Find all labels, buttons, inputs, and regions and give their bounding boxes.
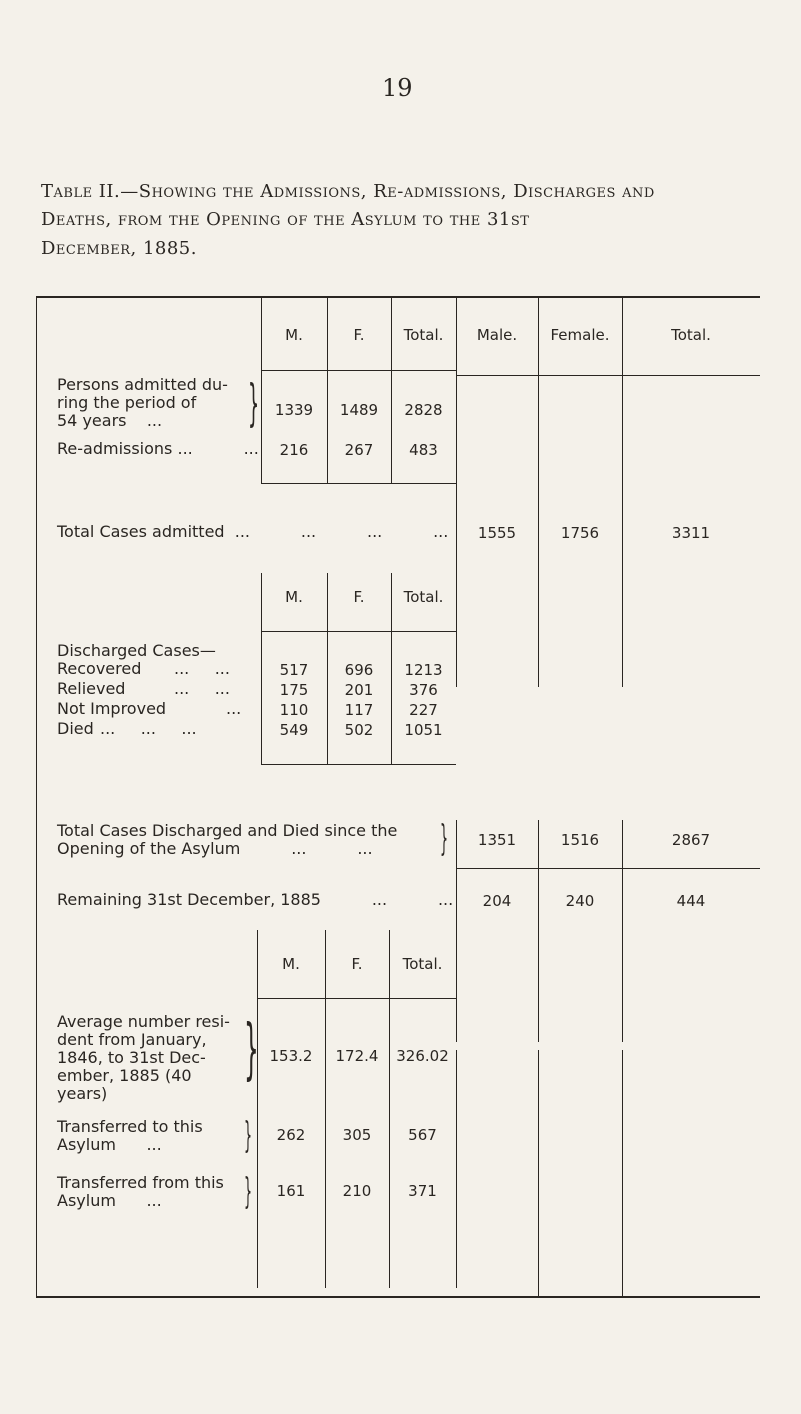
not-improved-label: Not Improved (57, 699, 167, 718)
table-bottom-rule (36, 1296, 760, 1298)
relieved-label: Relieved (57, 679, 126, 698)
transferred-from-label-2: Asylum ... (57, 1191, 162, 1210)
outer-col-divider-4 (456, 820, 457, 1042)
total-discharged-brace: } (440, 818, 449, 859)
persons-admitted-label-1: Persons admitted du- (57, 375, 228, 394)
outer-col-divider-7 (538, 1050, 539, 1296)
average-label-3: 1846, to 31st Dec- (57, 1048, 206, 1067)
inner2-bottom-rule (261, 764, 456, 765)
transferred-to-label-1: Transferred to this (57, 1117, 203, 1136)
total-admitted-male: 1555 (477, 524, 517, 542)
outer-col-divider-6 (622, 820, 623, 1042)
remaining-total: 444 (676, 892, 706, 910)
died-f: 502 (344, 721, 374, 739)
outer-header-rule (456, 375, 760, 376)
recovered-label: Recovered (57, 659, 142, 678)
total-admitted-female: 1756 (560, 524, 600, 542)
inner3-divider-3 (389, 930, 390, 1288)
transferred-to-m: 262 (276, 1126, 306, 1144)
recovered-f: 696 (344, 661, 374, 679)
average-label-5: years) (57, 1084, 108, 1103)
not-improved-total: 227 (409, 701, 438, 719)
died-dots: ... ... ... (100, 719, 197, 738)
inner1-header-m: M. (285, 326, 303, 344)
persons-total: 2828 (404, 401, 443, 419)
total-discharged-label-2: Opening of the Asylum ... ... (57, 839, 373, 858)
transferred-to-total: 567 (408, 1126, 437, 1144)
persons-f: 1489 (339, 401, 379, 419)
header-female: Female. (550, 326, 610, 344)
inner1-header-rule (261, 370, 456, 371)
inner2-header-m: M. (285, 588, 303, 606)
readmissions-f: 267 (344, 441, 374, 459)
recovered-total: 1213 (404, 661, 443, 679)
average-brace: } (244, 1010, 259, 1087)
transferred-to-label-2: Asylum ... (57, 1135, 162, 1154)
inner3-header-total: Total. (402, 955, 443, 973)
outer-col-divider-8 (622, 1050, 623, 1296)
recovered-m: 517 (279, 661, 309, 679)
table-title-line1: Table II.—Showing the Admissions, Re-admissions, Discharges and (41, 181, 655, 202)
page-number: 19 (382, 74, 413, 102)
total-admitted-total: 3311 (671, 524, 711, 542)
persons-m: 1339 (274, 401, 314, 419)
average-total: 326.02 (396, 1047, 449, 1065)
table-top-rule (36, 296, 760, 298)
header-male: Male. (476, 326, 518, 344)
readmissions-label: Re-admissions ... ... (57, 439, 259, 458)
average-label-4: ember, 1885 (40 (57, 1066, 192, 1085)
inner3-divider-4 (456, 1050, 457, 1288)
transferred-from-label-1: Transferred from this (57, 1173, 224, 1192)
inner1-bottom-rule (261, 483, 456, 484)
inner3-header-f: F. (351, 955, 363, 973)
transferred-from-f: 210 (342, 1182, 372, 1200)
relieved-total: 376 (409, 681, 438, 699)
transferred-to-brace: } (244, 1115, 253, 1156)
inner3-header-m: M. (282, 955, 300, 973)
transferred-to-f: 305 (342, 1126, 372, 1144)
total-discharged-female: 1516 (560, 831, 600, 849)
table-left-rule (36, 297, 37, 1297)
header-total-outer: Total. (671, 326, 711, 344)
outer-col-divider-5 (538, 820, 539, 1042)
died-total: 1051 (404, 721, 443, 739)
recovered-dots: ... ... (174, 659, 230, 678)
not-improved-dots: ... (226, 699, 242, 718)
average-label-2: dent from January, (57, 1030, 207, 1049)
not-improved-m: 110 (279, 701, 309, 719)
persons-brace: } (248, 374, 260, 432)
table-title-line3: December, 1885. (41, 238, 197, 259)
died-m: 549 (279, 721, 309, 739)
total-discharged-male: 1351 (477, 831, 517, 849)
outer-col-divider-2 (538, 297, 539, 687)
readmissions-m: 216 (279, 441, 309, 459)
remaining-rule (456, 868, 760, 869)
average-label-1: Average number resi- (57, 1012, 230, 1031)
inner2-header-rule (261, 631, 456, 632)
inner3-divider-1 (257, 930, 258, 1288)
outer-col-divider-3 (622, 297, 623, 687)
remaining-female: 240 (565, 892, 595, 910)
discharged-heading: Discharged Cases— (57, 641, 216, 660)
total-discharged-label-1: Total Cases Discharged and Died since the (57, 821, 398, 840)
transferred-from-total: 371 (408, 1182, 437, 1200)
persons-admitted-label-3: 54 years ... (57, 411, 163, 430)
not-improved-f: 117 (344, 701, 374, 719)
inner2-header-total: Total. (403, 588, 444, 606)
inner1-header-f: F. (353, 326, 365, 344)
remaining-label: Remaining 31st December, 1885 ... ... (57, 890, 454, 909)
relieved-dots: ... ... (174, 679, 230, 698)
readmissions-total: 483 (409, 441, 438, 459)
inner3-header-rule (257, 998, 456, 999)
average-m: 153.2 (269, 1047, 313, 1065)
total-admitted-label: Total Cases admitted ... ... ... ... (57, 522, 449, 541)
table-title-line2: Deaths, from the Opening of the Asylum to the 31st (41, 209, 530, 230)
transferred-from-brace: } (244, 1171, 253, 1212)
transferred-from-m: 161 (276, 1182, 306, 1200)
inner3-divider-2 (325, 930, 326, 1288)
inner2-header-f: F. (353, 588, 365, 606)
died-label: Died (57, 719, 94, 738)
persons-admitted-label-2: ring the period of (57, 393, 197, 412)
inner1-header-total: Total. (403, 326, 444, 344)
total-discharged-total: 2867 (671, 831, 711, 849)
relieved-m: 175 (279, 681, 309, 699)
remaining-male: 204 (482, 892, 512, 910)
outer-col-divider-1 (456, 297, 457, 687)
average-f: 172.4 (335, 1047, 379, 1065)
relieved-f: 201 (344, 681, 374, 699)
